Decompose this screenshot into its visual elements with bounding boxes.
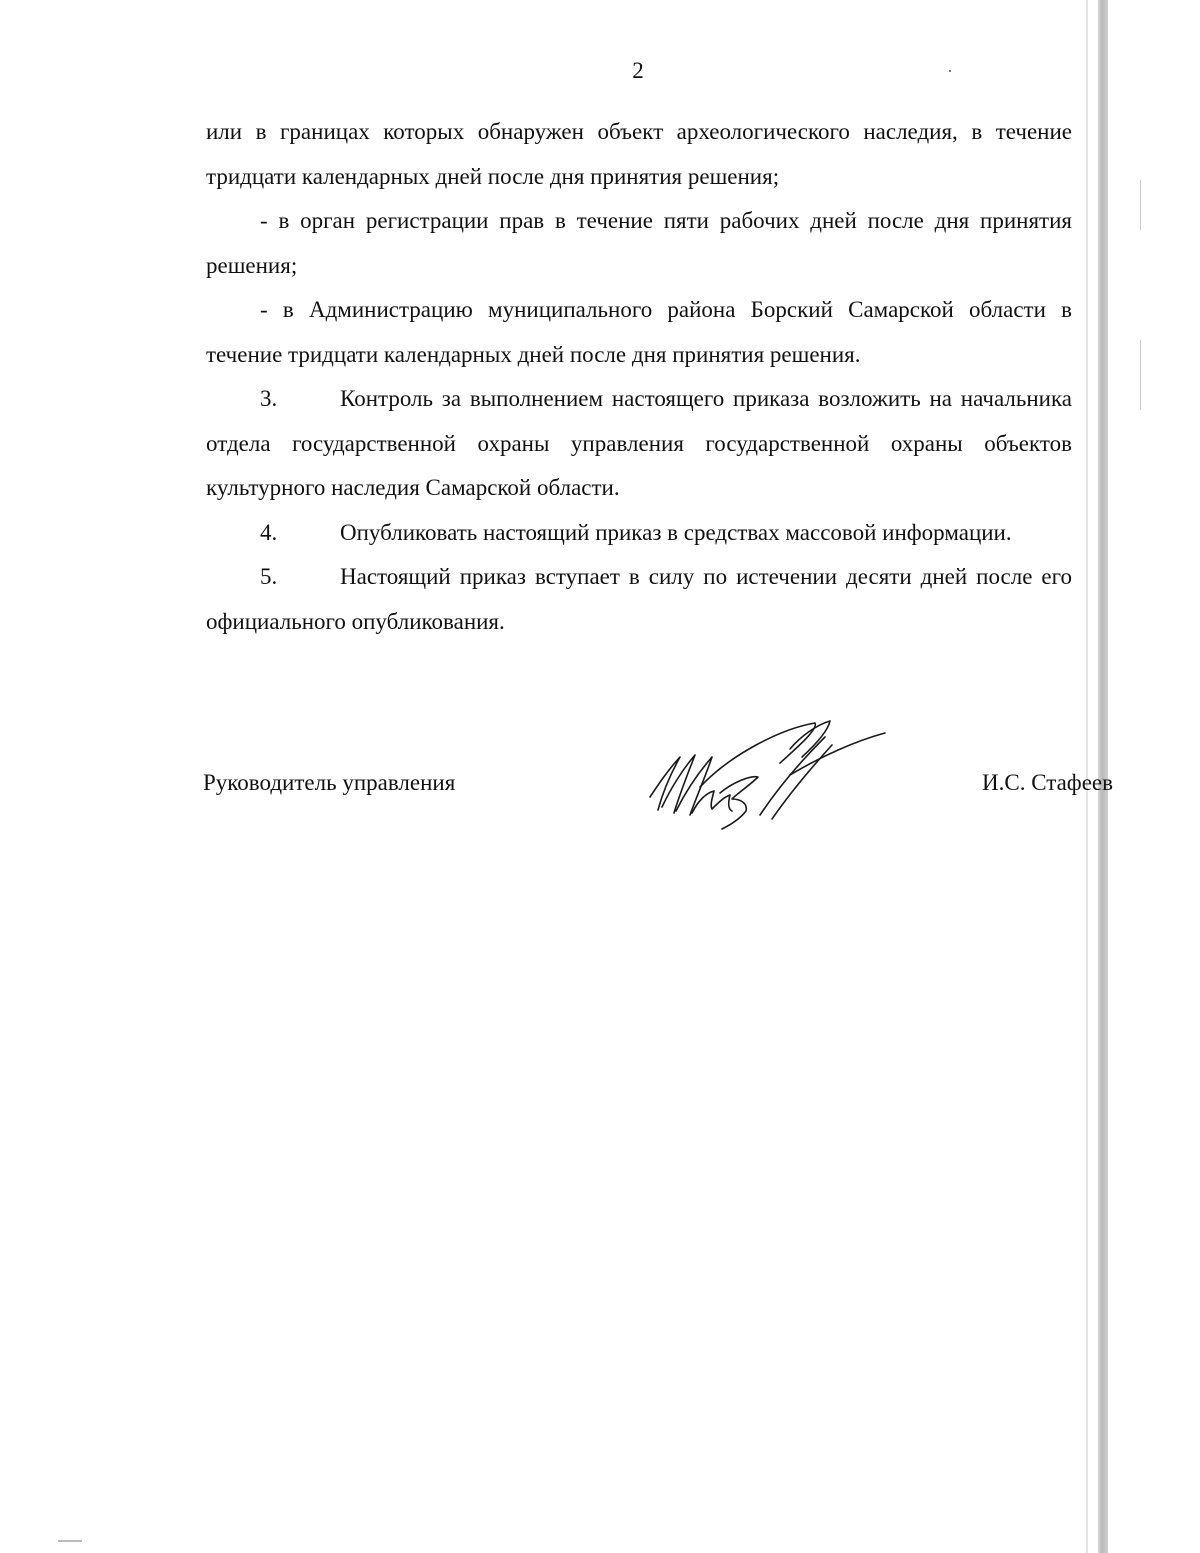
list-item-4 — [206, 511, 1072, 556]
scan-tick-mark — [1140, 180, 1141, 230]
item-text: Контроль за выполнением настоящего приказа возложить на начальника отдела государственной охраны управления государственной охраны объектов культурного наследия Самарской области. — [206, 386, 1072, 500]
paragraph-administration: - в Администрацию муниципального района Борский Самарской области в течение тридцати календарных дней после дня принятия решения. — [206, 297, 1072, 367]
signatory-position: Руководитель управления — [203, 770, 456, 795]
item-number: 4. — [260, 519, 278, 545]
list-item-3 — [206, 377, 1072, 511]
paragraph-registration-organ: - в орган регистрации прав в течение пяти рабочих дней после дня принятия решения; — [206, 208, 1072, 278]
item-number: 3. — [260, 386, 278, 411]
signatory-name: И.С. Стафеев — [982, 770, 1113, 795]
item-text: Настоящий приказ вступает в силу по истечении десяти дней после его официального опубликования. — [206, 564, 1072, 634]
scan-corner-mark — [58, 1540, 82, 1542]
document-body — [206, 110, 1072, 644]
list-item-5 — [206, 555, 1072, 644]
scan-tick-mark — [1140, 340, 1141, 410]
item-text: Опубликовать настоящий приказ в средствах массовой информации. — [340, 519, 1012, 545]
item-number: 5. — [260, 564, 278, 589]
signature-block — [203, 770, 1113, 840]
paragraph-continuation: или в границах которых обнаружен объект археологического наследия, в течение тридцати календарных дней после дня принятия решения; — [206, 119, 1072, 189]
page-number: 2 — [632, 58, 644, 83]
